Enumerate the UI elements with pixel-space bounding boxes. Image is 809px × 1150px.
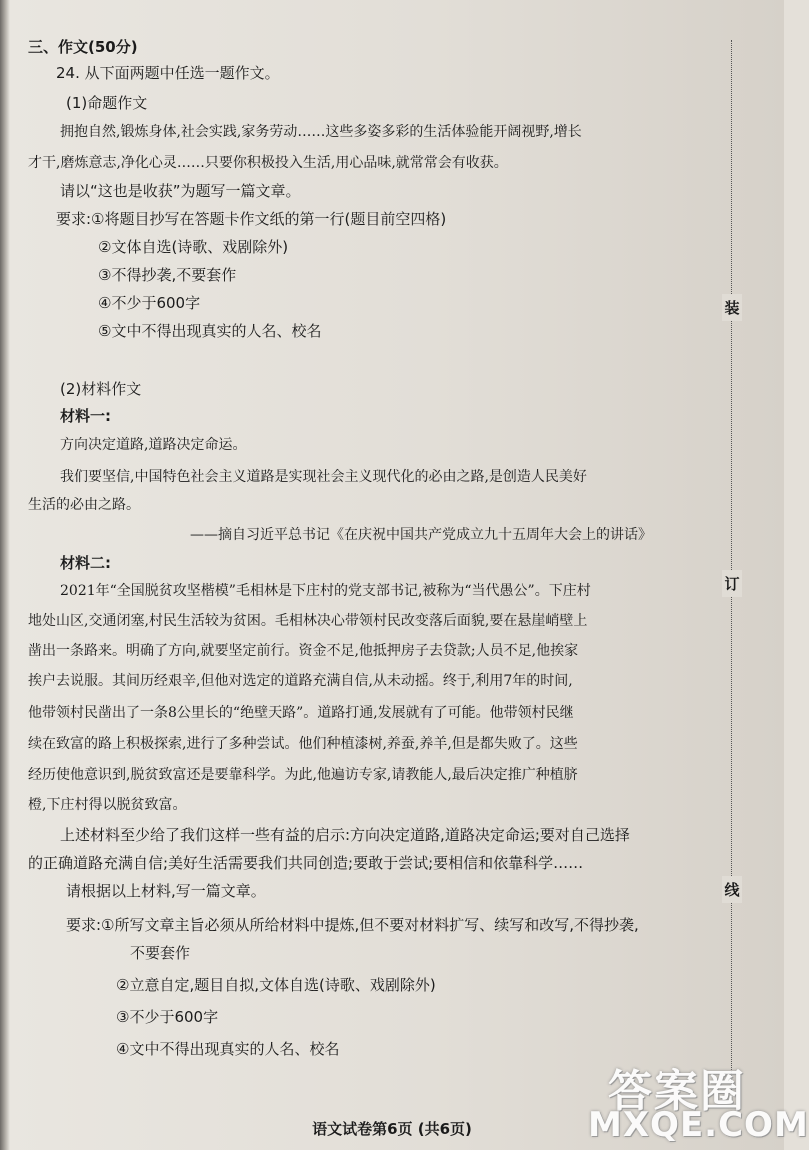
- material2-line: 挨户去说服。其间历经艰辛,但他对选定的道路充满自信,从未动摇。终于,利用7年的时间,: [28, 673, 573, 689]
- material1-label: 材料一:: [60, 407, 111, 425]
- material1-line: 我们要坚信,中国特色社会主义道路是实现社会主义现代化的必由之路,是创造人民美好: [60, 469, 587, 485]
- part1-requirement: ②文体自选(诗歌、戏剧除外): [98, 238, 289, 256]
- question-prompt: 24. 从下面两题中任选一题作文。: [56, 64, 280, 82]
- part2-heading: (2)材料作文: [60, 380, 142, 398]
- material2-line: 续在致富的路上积极探索,进行了多种尝试。他们种植漆树,养蚕,养羊,但是都失败了。这些: [28, 736, 578, 752]
- part2-requirement: ④文中不得出现真实的人名、校名: [116, 1040, 340, 1058]
- binding-mark: 线: [722, 876, 742, 903]
- part1-requirement: ④不少于600字: [98, 294, 201, 312]
- page-footer: 语文试卷第6页 (共6页): [312, 1120, 472, 1138]
- part2-requirement: ②立意自定,题目自拟,文体自选(诗歌、戏剧除外): [116, 976, 436, 994]
- binding-dotted-line: [731, 40, 732, 1090]
- part1-paragraph-line: 拥抱自然,锻炼身体,社会实践,家务劳动……这些多姿多彩的生活体验能开阔视野,增长: [60, 124, 582, 140]
- watermark-url: MXQE.COM: [588, 1105, 809, 1145]
- summary-line: 的正确道路充满自信;美好生活需要我们共同创造;要敢于尝试;要相信和依靠科学……: [28, 854, 584, 872]
- material2-line: 2021年“全国脱贫攻坚楷模”毛相林是下庄村的党支部书记,被称为“当代愚公”。下庄村: [60, 583, 591, 599]
- page-edge-shadow: [0, 0, 10, 1150]
- part2-prompt: 请根据以上材料,写一篇文章。: [66, 882, 266, 900]
- material2-line: 橙,下庄村得以脱贫致富。: [28, 797, 187, 813]
- binding-mark: 订: [722, 570, 742, 597]
- part2-requirement: 要求:①所写文章主旨必须从所给材料中提炼,但不要对材料扩写、续写和改写,不得抄袭,: [66, 916, 639, 934]
- material2-line: 凿出一条路来。明确了方向,就要坚定前行。资金不足,他抵押房子去贷款;人员不足,他挨家: [28, 643, 579, 659]
- part2-requirement: ③不少于600字: [116, 1008, 219, 1026]
- summary-line: 上述材料至少给了我们这样一些有益的启示:方向决定道路,道路决定命运;要对自己选择: [60, 826, 630, 844]
- part1-requirement: 要求:①将题目抄写在答题卡作文纸的第一行(题目前空四格): [56, 210, 447, 228]
- material2-label: 材料二:: [60, 554, 111, 572]
- material1-line: 生活的必由之路。: [28, 497, 140, 513]
- part2-requirement: 不要套作: [130, 944, 191, 962]
- material2-line: 经历使他意识到,脱贫致富还是要靠科学。为此,他遍访专家,请教能人,最后决定推广种植脐: [28, 767, 578, 783]
- section-title: 三、作文(50分): [28, 38, 138, 56]
- part1-requirement: ③不得抄袭,不要套作: [98, 266, 237, 284]
- part1-prompt: 请以“这也是收获”为题写一篇文章。: [60, 182, 301, 200]
- material2-line: 地处山区,交通闭塞,村民生活较为贫困。毛相林决心带领村民改变落后面貌,要在悬崖峭壁上: [28, 613, 588, 629]
- watermark-logo-text: 答案圈: [608, 1066, 746, 1117]
- part1-paragraph-line: 才干,磨炼意志,净化心灵……只要你积极投入生活,用心品味,就常常会有收获。: [28, 155, 508, 171]
- part1-heading: (1)命题作文: [66, 94, 148, 112]
- part1-requirement: ⑤文中不得出现真实的人名、校名: [98, 322, 322, 340]
- material1-line: 方向决定道路,道路决定命运。: [60, 437, 247, 453]
- binding-mark: 装: [722, 294, 742, 321]
- site-watermark: [580, 1055, 809, 1145]
- material2-line: 他带领村民凿出了一条8公里长的“绝壁天路”。道路打通,发展就有了可能。他带领村民继: [28, 705, 574, 721]
- material1-source: ——摘自习近平总书记《在庆祝中国共产党成立九十五周年大会上的讲话》: [190, 527, 652, 543]
